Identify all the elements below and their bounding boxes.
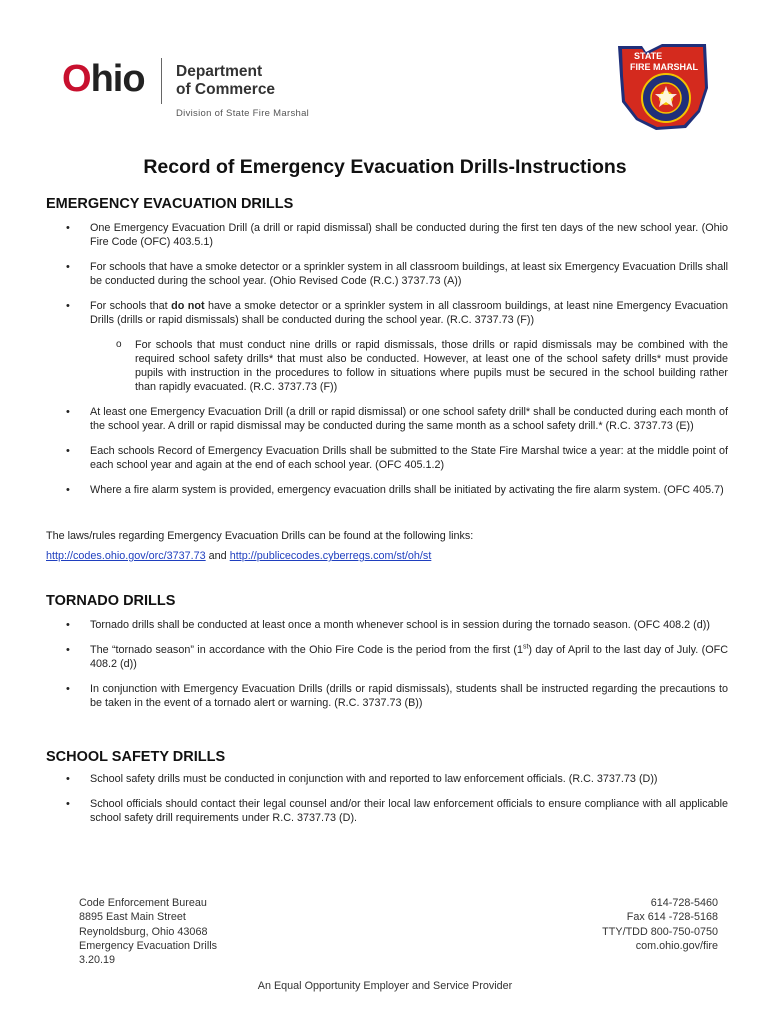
list-item: • In conjunction with Emergency Evacuation Drills (drills or rapid dismissals), students shall be instructed regarding the precautions to be taken in the event of a tornado alert or warning. (R.C. 3737.73 (B))	[46, 682, 728, 710]
item-text: ) day of April to the last day of July. (OFC 408.2 (d))	[90, 644, 728, 670]
safety-list	[46, 772, 728, 836]
evacuation-list	[46, 221, 728, 508]
footer-line: Emergency Evacuation Drills	[79, 939, 218, 952]
orc-link[interactable]: http://codes.ohio.gov/orc/3737.73	[46, 550, 206, 562]
department-name	[176, 63, 275, 99]
ohio-logo-text: hio	[90, 58, 145, 100]
page-title: Record of Emergency Evacuation Drills-Instructions	[143, 156, 627, 178]
superscript: st	[522, 643, 529, 651]
fire-marshal-badge-icon	[616, 42, 712, 132]
ohio-logo-o: O	[62, 58, 91, 100]
item-text: The “tornado season” in accordance with the Ohio Fire Code is the period from the first (1	[90, 644, 523, 656]
logo-divider	[161, 58, 162, 104]
ohio-logo	[62, 58, 145, 101]
list-item: • For schools that have a smoke detector or a sprinkler system in all classroom buildings, at least six Emergency Evacuation Drills shall be conducted during the school year. (Ohio Revised Code (R.C.) 3737.73 (A))	[46, 260, 728, 288]
division-name: Division of State Fire Marshal	[176, 108, 310, 119]
item-text: For schools that	[90, 300, 172, 312]
sub-list	[90, 338, 728, 394]
department-line-2: of Commerce	[176, 81, 276, 98]
list-item: • Each schools Record of Emergency Evacuation Drills shall be submitted to the State Fire Marshal twice a year: at the middle point of each school year and again at the end of each school year. (OFC 405.1.2)	[46, 444, 728, 472]
footer-line: 3.20.19	[79, 954, 116, 967]
list-item: • One Emergency Evacuation Drill (a drill or rapid dismissal) shall be conducted during the first ten days of the new school year. (Ohio Fire Code (OFC) 403.5.1)	[46, 221, 728, 249]
footer-website: com.ohio.gov/fire	[635, 939, 718, 952]
department-line-1: Department	[176, 63, 263, 80]
footer-line: 8895 East Main Street	[79, 911, 186, 924]
evacuation-heading: EMERGENCY EVACUATION DRILLS	[46, 196, 294, 212]
list-item: • Tornado drills shall be conducted at least once a month whenever school is in session during the tornado season. (OFC 408.2 (d))	[46, 618, 728, 632]
footer-line: Code Enforcement Bureau	[79, 897, 207, 909]
footer-fax: Fax 614 -728-5168	[626, 911, 718, 924]
tornado-heading: TORNADO DRILLS	[46, 593, 176, 609]
list-item: • At least one Emergency Evacuation Drill (a drill or rapid dismissal) or one school safety drill* shall be conducted during each month of the school year. A drill or rapid dismissal may be conducted during the same month as a school safety drill.* (R.C. 3737.73 (E))	[46, 405, 728, 433]
safety-heading: SCHOOL SAFETY DRILLS	[46, 749, 226, 765]
footer-contact	[602, 896, 718, 953]
links-line	[46, 549, 431, 563]
cyberregs-link[interactable]: http://publicecodes.cyberregs.com/st/oh/st	[229, 550, 432, 562]
badge-state-text: STATE	[634, 51, 663, 61]
item-text: have a smoke detector or a sprinkler system in all classroom buildings, at least nine Emergency Evacuation Drills (drills or rapid dismissals) shall be conducted during the school year. (R.C. 3737.73 (F))	[90, 300, 729, 326]
footer-phone: 614-728-5460	[650, 897, 718, 909]
footer-equal-opportunity: An Equal Opportunity Employer and Service Provider	[257, 980, 513, 992]
footer-address	[79, 896, 217, 967]
list-item: • School safety drills must be conducted in conjunction with and reported to law enforcement officials. (R.C. 3737.73 (D))	[46, 772, 728, 786]
list-item: • School officials should contact their legal counsel and/or their local law enforcement officials to ensure compliance with all applicable school safety drill requirements under R.C. 3737.73 (D).	[46, 797, 728, 825]
badge-main-text: FIRE MARSHAL	[630, 62, 698, 72]
links-and: and	[205, 550, 230, 562]
item-emphasis: do not	[171, 300, 205, 312]
footer-line: Reynoldsburg, Ohio 43068	[79, 925, 208, 938]
sub-list-item: o For schools that must conduct nine drills or rapid dismissals, those drills or rapid dismissals may be combined with the required school safety drills* that must also be conducted. However, at least one of the school safety drills* must provide pupils with instruction in the procedures to follow in situations where pupils must be secured in the school building rather than rapidly evacuated. (R.C. 3737.73 (F))	[90, 338, 728, 394]
list-item: • Where a fire alarm system is provided, emergency evacuation drills shall be initiated by activating the fire alarm system. (OFC 405.7)	[46, 483, 728, 497]
tornado-list	[46, 618, 728, 721]
list-item	[46, 299, 728, 394]
links-intro: The laws/rules regarding Emergency Evacuation Drills can be found at the following links:	[46, 530, 474, 542]
list-item	[46, 643, 728, 671]
footer-tty: TTY/TDD 800-750-0750	[602, 925, 718, 938]
